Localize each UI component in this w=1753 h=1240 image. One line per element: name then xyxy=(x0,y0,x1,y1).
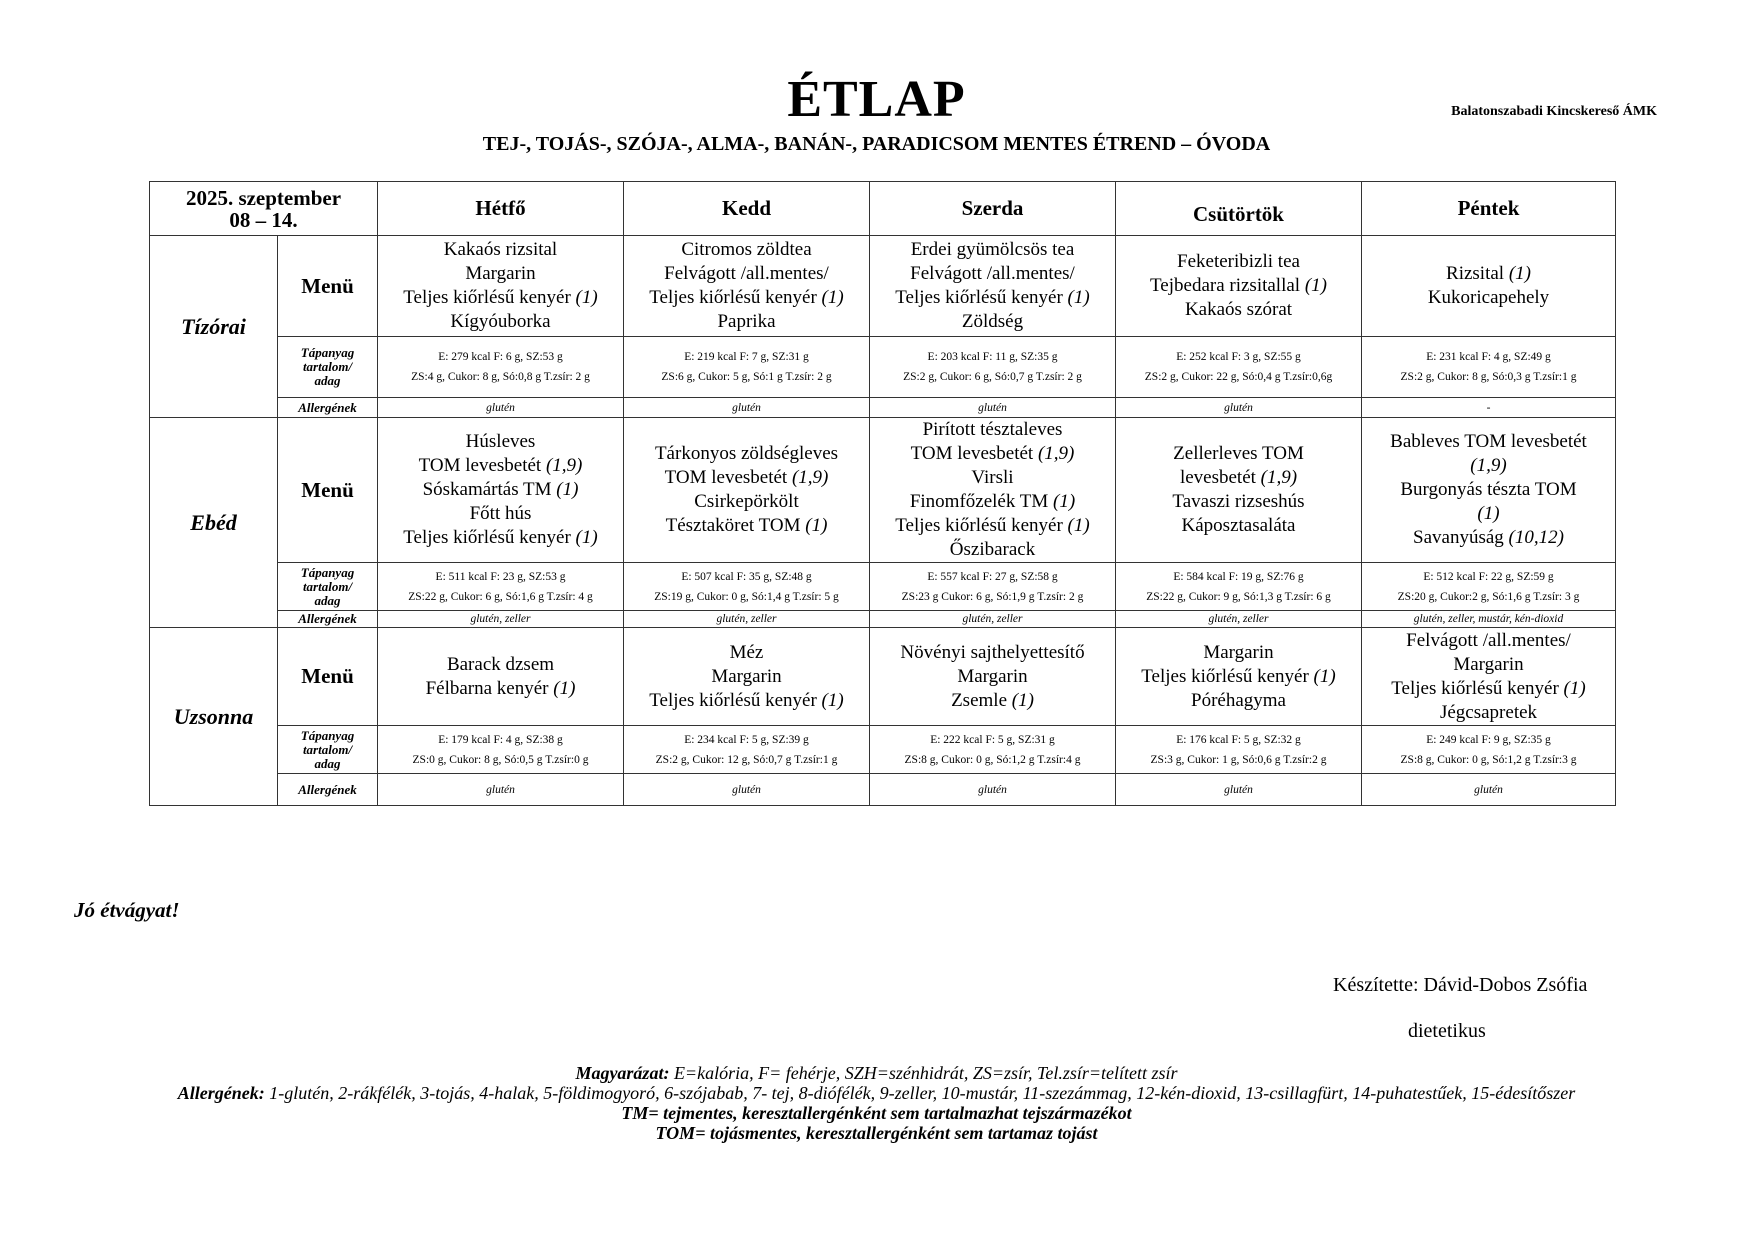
menu-item xyxy=(378,286,623,310)
menu-item-text: Barack dzsem xyxy=(446,653,555,675)
allergen-code: (1,9) xyxy=(1037,443,1075,464)
meal-menu-row xyxy=(150,628,1616,726)
row-label-allergens: Allergének xyxy=(278,774,378,806)
nutrition-cell-tuesday xyxy=(624,337,870,398)
menu-item xyxy=(1362,701,1615,725)
menu-item-text: Teljes kiőrlésű kenyér xyxy=(895,287,1068,308)
menu-cell-wednesday xyxy=(870,418,1116,563)
meal-nutrition-row xyxy=(150,563,1616,611)
menu-item-text: Teljes kiőrlésű kenyér xyxy=(403,287,576,308)
allergen-cell-wednesday: glutén xyxy=(870,774,1116,806)
menu-item-text: Tavaszi rizseshús xyxy=(1172,491,1305,512)
menu-item xyxy=(1362,454,1615,478)
row-label-menu: Menü xyxy=(278,236,378,337)
nutrition-line: E: 231 kcal F: 4 g, SZ:49 g xyxy=(1426,351,1551,363)
menu-item-text: Húsleves xyxy=(465,431,536,452)
menu-item-text: Sóskamártás TM xyxy=(422,479,557,500)
nutrition-cell-monday xyxy=(378,726,624,774)
nutrition-cell-wednesday xyxy=(870,726,1116,774)
allergen-code: (1) xyxy=(1508,263,1531,284)
menu-item xyxy=(1362,653,1615,677)
menu-item-text: Növényi sajthelyettesítő xyxy=(900,641,1085,663)
menu-item xyxy=(1362,526,1615,550)
menu-table xyxy=(149,181,1616,806)
allergen-code: (10,12) xyxy=(1508,527,1564,548)
allergen-code: (1,9) xyxy=(545,455,583,476)
menu-item-text: Margarin xyxy=(1203,641,1274,663)
allergen-cell-tuesday: glutén, zeller xyxy=(624,611,870,628)
menu-item-text: Csirkepörkölt xyxy=(694,491,799,512)
allergen-code: (1) xyxy=(1053,491,1076,512)
nutrition-cell-wednesday xyxy=(870,563,1116,611)
menu-item-text: Felvágott /all.mentes/ xyxy=(1406,629,1571,651)
meal-nutrition-row xyxy=(150,337,1616,398)
menu-item xyxy=(870,689,1115,713)
nutrition-line: ZS:22 g, Cukor: 9 g, Só:1,3 g T.zsír: 6 g xyxy=(1146,590,1331,603)
menu-item-text: Teljes kiőrlésű kenyér xyxy=(1141,665,1314,687)
menu-item-text: Zöldség xyxy=(961,311,1024,332)
nutrition-line: ZS:2 g, Cukor: 12 g, Só:0,7 g T.zsír:1 g xyxy=(655,753,838,766)
menu-item xyxy=(624,490,869,514)
nutrition-line: E: 179 kcal F: 4 g, SZ:38 g xyxy=(438,733,563,746)
meal-allergen-row xyxy=(150,774,1616,806)
menu-item xyxy=(624,262,869,286)
legend-tm: TM= tejmentes, keresztallergénként sem tartalmazhat tejszármazékot xyxy=(621,1103,1132,1123)
allergen-code: (1) xyxy=(575,287,598,308)
menu-item-text: Kakaós szórat xyxy=(1184,299,1293,320)
week-date-cell xyxy=(150,182,378,236)
nutrition-line: ZS:2 g, Cukor: 6 g, Só:0,7 g T.zsír: 2 g xyxy=(903,371,1082,383)
legend-allergens xyxy=(100,1083,1653,1103)
menu-item-text: Margarin xyxy=(957,665,1028,687)
nutrition-line: ZS:8 g, Cukor: 0 g, Só:1,2 g T.zsír:3 g xyxy=(1400,753,1577,766)
day-header-friday: Péntek xyxy=(1362,182,1616,236)
meal-nutrition-row xyxy=(150,726,1616,774)
menu-item xyxy=(1362,286,1615,310)
menu-item xyxy=(870,665,1115,689)
menu-item-text: Margarin xyxy=(465,263,536,284)
menu-cell-thursday xyxy=(1116,236,1362,337)
nutrition-line: E: 512 kcal F: 22 g, SZ:59 g xyxy=(1423,570,1554,583)
nutrition-cell-friday xyxy=(1362,563,1616,611)
menu-item-text: Zsemle xyxy=(951,689,1012,711)
page-subtitle: TEJ-, TOJÁS-, SZÓJA-, ALMA-, BANÁN-, PARADICSOM MENTES ÉTREND – ÓVODA xyxy=(482,133,1271,155)
nutrition-line: ZS:20 g, Cukor:2 g, Só:1,6 g T.zsír: 3 g xyxy=(1397,590,1580,603)
menu-item-text: Burgonyás tészta TOM xyxy=(1400,479,1577,500)
nutrition-line: E: 584 kcal F: 19 g, SZ:76 g xyxy=(1173,570,1304,583)
menu-item xyxy=(1362,677,1615,701)
legend-explanation xyxy=(100,1063,1653,1083)
menu-item xyxy=(378,262,623,286)
week-date-line1: 2025. szeptember xyxy=(185,185,342,210)
nutrition-line: E: 279 kcal F: 6 g, SZ:53 g xyxy=(438,351,563,363)
menu-item xyxy=(870,514,1115,538)
menu-item xyxy=(1116,298,1361,322)
row-label-nutrition-line: tartalom/ xyxy=(302,741,353,757)
meal-name: Tízórai xyxy=(150,236,278,418)
menu-item xyxy=(870,262,1115,286)
nutrition-cell-monday xyxy=(378,563,624,611)
page-title: ÉTLAP xyxy=(787,71,966,128)
row-label-allergens: Allergének xyxy=(278,398,378,418)
menu-item xyxy=(378,430,623,454)
allergen-code: (1) xyxy=(1477,503,1500,524)
menu-item-text: Őszibarack xyxy=(949,539,1036,560)
menu-item-text: Káposztasaláta xyxy=(1181,515,1296,536)
menu-item-text: levesbetét xyxy=(1179,467,1261,488)
nutrition-cell-monday xyxy=(378,337,624,398)
nutrition-line: ZS:6 g, Cukor: 5 g, Só:1 g T.zsír: 2 g xyxy=(661,371,832,383)
nutrition-cell-tuesday xyxy=(624,726,870,774)
menu-cell-wednesday xyxy=(870,628,1116,726)
legend xyxy=(100,1063,1653,1143)
menu-item xyxy=(624,442,869,466)
nutrition-line: ZS:4 g, Cukor: 8 g, Só:0,8 g T.zsír: 2 g xyxy=(411,371,590,383)
nutrition-line: E: 252 kcal F: 3 g, SZ:55 g xyxy=(1176,351,1301,363)
menu-item xyxy=(1116,665,1361,689)
nutrition-line: E: 219 kcal F: 7 g, SZ:31 g xyxy=(684,351,809,363)
menu-item-text: Pirított tésztaleves xyxy=(922,419,1063,440)
author-line: Készítette: Dávid-Dobos Zsófia xyxy=(1333,974,1588,996)
row-label-nutrition-line: adag xyxy=(314,755,341,771)
menu-item-text: Rizsital xyxy=(1446,263,1509,284)
menu-item xyxy=(378,238,623,262)
menu-item xyxy=(624,466,869,490)
menu-item-text: Virsli xyxy=(971,467,1014,488)
day-header-wednesday: Szerda xyxy=(870,182,1116,236)
menu-item xyxy=(624,310,869,334)
nutrition-line: ZS:2 g, Cukor: 8 g, Só:0,3 g T.zsír:1 g xyxy=(1400,371,1577,383)
allergen-cell-thursday: glutén, zeller xyxy=(1116,611,1362,628)
nutrition-line: E: 507 kcal F: 35 g, SZ:48 g xyxy=(681,570,812,583)
menu-cell-friday xyxy=(1362,418,1616,563)
nutrition-line: ZS:22 g, Cukor: 6 g, Só:1,6 g T.zsír: 4 g xyxy=(408,590,593,603)
menu-item-text: Kukoricapehely xyxy=(1427,287,1550,308)
menu-item xyxy=(870,538,1115,562)
menu-item xyxy=(870,418,1115,442)
row-label-nutrition-line: Tápanyag xyxy=(300,564,355,580)
nutrition-line: E: 222 kcal F: 5 g, SZ:31 g xyxy=(930,733,1055,746)
menu-item-text: Főtt hús xyxy=(469,503,532,524)
menu-item xyxy=(624,514,869,538)
legend-explanation-text: E=kalória, F= fehérje, SZH=szénhidrát, ZS=zsír, Tel.zsír=telített zsír xyxy=(669,1063,1178,1083)
allergen-cell-thursday: glutén xyxy=(1116,774,1362,806)
menu-item-text: Paprika xyxy=(717,311,776,332)
allergen-cell-wednesday: glutén xyxy=(870,398,1116,418)
nutrition-line: ZS:23 g Cukor: 6 g, Só:1,9 g T.zsír: 2 g xyxy=(901,590,1084,603)
row-label-nutrition-line: Tápanyag xyxy=(300,727,355,743)
nutrition-line: E: 234 kcal F: 5 g, SZ:39 g xyxy=(684,733,809,746)
allergen-code: (1) xyxy=(805,515,828,536)
allergen-code: (1) xyxy=(1313,665,1336,687)
legend-tom: TOM= tojásmentes, keresztallergénként sem tartamaz tojást xyxy=(655,1123,1098,1143)
nutrition-cell-friday xyxy=(1362,726,1616,774)
day-header-thursday: Csütörtök xyxy=(1116,182,1362,236)
menu-item-text: Citromos zöldtea xyxy=(681,239,812,260)
menu-item xyxy=(1362,502,1615,526)
menu-item-text: Tejbedara rizsitallal xyxy=(1150,275,1305,296)
nutrition-line: ZS:19 g, Cukor: 0 g, Só:1,4 g T.zsír: 5 g xyxy=(654,590,839,603)
menu-cell-monday xyxy=(378,418,624,563)
allergen-code: (1) xyxy=(821,689,844,711)
row-label-nutrition-line: tartalom/ xyxy=(302,578,353,594)
menu-item xyxy=(870,641,1115,665)
nutrition-cell-thursday xyxy=(1116,563,1362,611)
menu-item-text: Margarin xyxy=(711,665,782,687)
allergen-code: (1) xyxy=(821,287,844,308)
menu-item-text: Méz xyxy=(729,641,764,663)
menu-item xyxy=(1362,430,1615,454)
nutrition-line: E: 557 kcal F: 27 g, SZ:58 g xyxy=(927,570,1058,583)
menu-cell-wednesday xyxy=(870,236,1116,337)
allergen-cell-friday: - xyxy=(1362,398,1616,418)
menu-cell-monday xyxy=(378,236,624,337)
menu-item xyxy=(624,641,869,665)
allergen-code: (1) xyxy=(575,527,598,548)
row-label-menu: Menü xyxy=(278,628,378,726)
menu-item xyxy=(378,526,623,550)
menu-item-text: Teljes kiőrlésű kenyér xyxy=(649,287,822,308)
menu-item xyxy=(378,653,623,677)
menu-item xyxy=(624,689,869,713)
allergen-code: (1) xyxy=(1067,515,1090,536)
menu-item xyxy=(1116,250,1361,274)
organization-name: Balatonszabadi Kincskereső ÁMK xyxy=(1451,104,1657,119)
menu-item xyxy=(624,238,869,262)
nutrition-cell-thursday xyxy=(1116,726,1362,774)
row-label-nutrition-line: tartalom/ xyxy=(302,359,353,374)
meal-allergen-row xyxy=(150,398,1616,418)
allergen-code: (1) xyxy=(1304,275,1327,296)
nutrition-line: ZS:0 g, Cukor: 8 g, Só:0,5 g T.zsír:0 g xyxy=(412,753,589,766)
menu-cell-tuesday xyxy=(624,236,870,337)
menu-item xyxy=(378,478,623,502)
menu-cell-monday xyxy=(378,628,624,726)
menu-item xyxy=(378,454,623,478)
menu-item xyxy=(870,442,1115,466)
menu-item xyxy=(1116,274,1361,298)
menu-item xyxy=(1116,641,1361,665)
nutrition-cell-wednesday xyxy=(870,337,1116,398)
menu-item xyxy=(1116,689,1361,713)
menu-item-text: Teljes kiőrlésű kenyér xyxy=(1391,677,1564,699)
allergen-cell-monday: glutén xyxy=(378,398,624,418)
menu-item-text: Margarin xyxy=(1453,653,1524,675)
menu-item-text: Tésztaköret TOM xyxy=(665,515,806,536)
menu-item xyxy=(378,677,623,701)
row-label-nutrition-line: adag xyxy=(314,592,341,608)
row-label-menu: Menü xyxy=(278,418,378,563)
closing-wish: Jó étvágyat! xyxy=(74,898,180,922)
legend-allergens-label: Allergének: xyxy=(177,1083,265,1103)
menu-item-text: Kígyóuborka xyxy=(450,311,551,332)
allergen-code: (1) xyxy=(1067,287,1090,308)
menu-item xyxy=(378,310,623,334)
row-label-nutrition-line: adag xyxy=(314,373,341,388)
allergen-code: (1) xyxy=(1011,689,1034,711)
allergen-code: (1) xyxy=(1563,677,1586,699)
allergen-cell-thursday: glutén xyxy=(1116,398,1362,418)
menu-cell-tuesday xyxy=(624,628,870,726)
allergen-code: (1,9) xyxy=(1470,455,1507,476)
menu-item-text: Felvágott /all.mentes/ xyxy=(664,263,829,284)
menu-item-text: TOM levesbetét xyxy=(418,455,546,476)
header-row xyxy=(150,182,1616,236)
nutrition-line: E: 511 kcal F: 23 g, SZ:53 g xyxy=(435,570,566,583)
allergen-cell-friday: glutén, zeller, mustár, kén-dioxid xyxy=(1362,611,1616,628)
day-header-tuesday: Kedd xyxy=(624,182,870,236)
menu-cell-friday xyxy=(1362,236,1616,337)
allergen-code: (1,9) xyxy=(1260,467,1298,488)
menu-item-text: Zellerleves TOM xyxy=(1173,443,1304,464)
menu-item xyxy=(378,502,623,526)
menu-item xyxy=(870,238,1115,262)
row-label-nutrition xyxy=(278,337,378,398)
menu-item-text: Erdei gyümölcsös tea xyxy=(910,239,1075,260)
menu-item-text: TOM levesbetét xyxy=(910,443,1038,464)
menu-item xyxy=(1116,442,1361,466)
menu-item-text: Jégcsapretek xyxy=(1439,701,1538,723)
row-label-allergens: Allergének xyxy=(278,611,378,628)
week-date-line2: 08 – 14. xyxy=(229,207,298,232)
meal-name: Uzsonna xyxy=(150,628,278,806)
menu-item xyxy=(1116,514,1361,538)
menu-item xyxy=(870,286,1115,310)
menu-item xyxy=(870,490,1115,514)
nutrition-line: E: 203 kcal F: 11 g, SZ:35 g xyxy=(927,351,1058,363)
menu-item xyxy=(1362,478,1615,502)
allergen-cell-tuesday: glutén xyxy=(624,398,870,418)
meal-menu-row xyxy=(150,236,1616,337)
row-label-nutrition xyxy=(278,563,378,611)
menu-item-text: Finomfőzelék TM xyxy=(909,491,1054,512)
allergen-cell-wednesday: glutén, zeller xyxy=(870,611,1116,628)
legend-explanation-label: Magyarázat: xyxy=(575,1063,670,1083)
row-label-nutrition xyxy=(278,726,378,774)
menu-item-text: Teljes kiőrlésű kenyér xyxy=(403,527,576,548)
menu-item xyxy=(624,665,869,689)
allergen-code: (1,9) xyxy=(791,467,829,488)
menu-item xyxy=(870,466,1115,490)
menu-item xyxy=(1362,262,1615,286)
meal-menu-row xyxy=(150,418,1616,563)
nutrition-line: E: 249 kcal F: 9 g, SZ:35 g xyxy=(1426,733,1551,746)
menu-cell-friday xyxy=(1362,628,1616,726)
menu-item-text: Savanyúság xyxy=(1413,527,1509,548)
allergen-cell-monday: glutén xyxy=(378,774,624,806)
allergen-code: (1) xyxy=(553,677,576,699)
menu-item xyxy=(624,286,869,310)
nutrition-cell-friday xyxy=(1362,337,1616,398)
menu-item-text: Tárkonyos zöldségleves xyxy=(654,443,839,464)
menu-cell-thursday xyxy=(1116,418,1362,563)
nutrition-line: E: 176 kcal F: 5 g, SZ:32 g xyxy=(1176,733,1301,746)
allergen-cell-tuesday: glutén xyxy=(624,774,870,806)
nutrition-line: ZS:3 g, Cukor: 1 g, Só:0,6 g T.zsír:2 g xyxy=(1150,753,1327,766)
menu-item xyxy=(1362,629,1615,653)
menu-item xyxy=(1116,490,1361,514)
menu-item-text: Teljes kiőrlésű kenyér xyxy=(649,689,822,711)
menu-item-text: Felvágott /all.mentes/ xyxy=(910,263,1075,284)
row-label-nutrition-line: Tápanyag xyxy=(300,345,355,360)
meal-allergen-row xyxy=(150,611,1616,628)
legend-allergens-text: 1-glutén, 2-rákfélék, 3-tojás, 4-halak, 5-földimogyoró, 6-szójabab, 7- tej, 8-diófélék, 9-zeller, 10-mustár, 11-szezámmag, 12-kén-dioxid, 13-csillagfürt, 14-puhatestűek, 15-édesítőszer xyxy=(264,1083,1576,1103)
author-title: dietetikus xyxy=(1408,1020,1486,1042)
nutrition-cell-thursday xyxy=(1116,337,1362,398)
menu-item-text: Póréhagyma xyxy=(1191,689,1286,711)
menu-item-text: Félbarna kenyér xyxy=(425,677,554,699)
meal-name: Ebéd xyxy=(150,418,278,628)
menu-item-text: Feketeribizli tea xyxy=(1177,251,1300,272)
menu-cell-tuesday xyxy=(624,418,870,563)
nutrition-line: ZS:2 g, Cukor: 22 g, Só:0,4 g T.zsír:0,6g xyxy=(1144,371,1333,383)
menu-item xyxy=(1116,466,1361,490)
menu-item-text: Kakaós rizsital xyxy=(443,239,558,260)
allergen-cell-monday: glutén, zeller xyxy=(378,611,624,628)
allergen-cell-friday: glutén xyxy=(1362,774,1616,806)
menu-item-text: Bableves TOM levesbetét xyxy=(1390,431,1587,452)
menu-cell-thursday xyxy=(1116,628,1362,726)
nutrition-cell-tuesday xyxy=(624,563,870,611)
day-header-monday: Hétfő xyxy=(378,182,624,236)
menu-item xyxy=(870,310,1115,334)
allergen-code: (1) xyxy=(556,479,579,500)
menu-item-text: TOM levesbetét xyxy=(664,467,792,488)
menu-item-text: Teljes kiőrlésű kenyér xyxy=(895,515,1068,536)
nutrition-line: ZS:8 g, Cukor: 0 g, Só:1,2 g T.zsír:4 g xyxy=(904,753,1081,766)
